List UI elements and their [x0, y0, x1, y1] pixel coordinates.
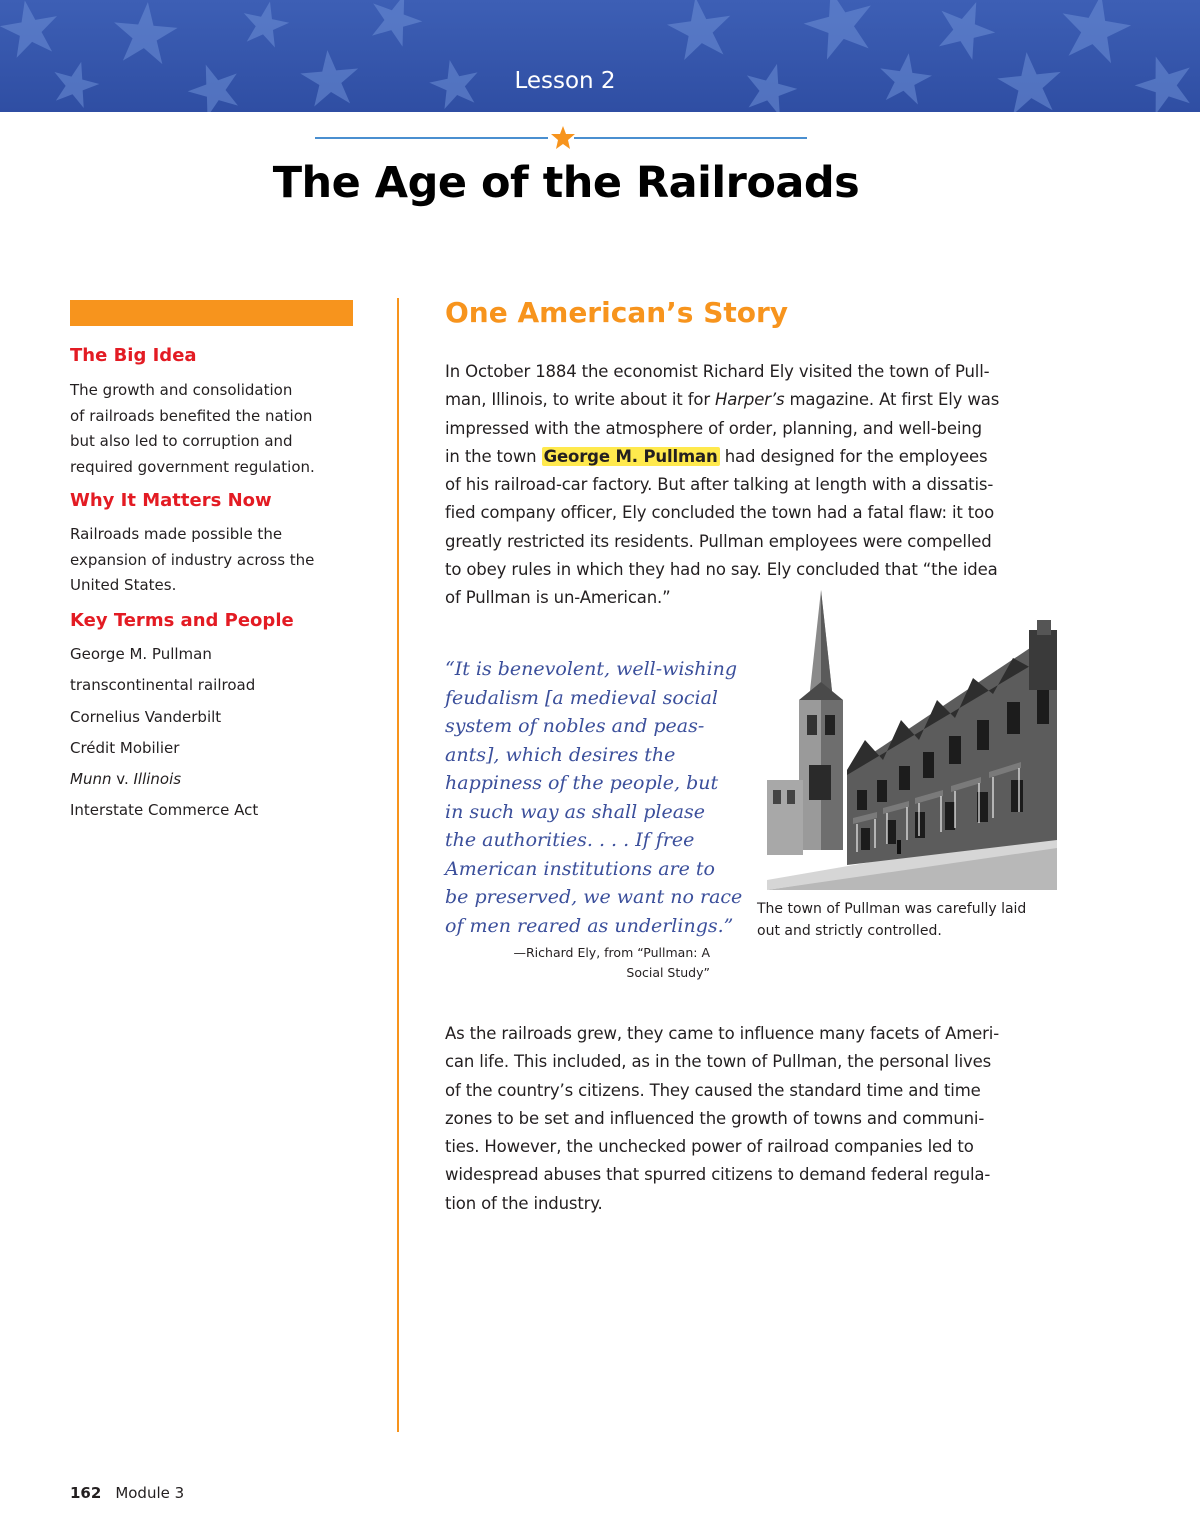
story-paragraph-2 — [445, 1020, 1055, 1218]
page-title: The Age of the Railroads — [272, 158, 860, 208]
caption-line: The town of Pullman was carefully laid — [757, 901, 1027, 917]
key-terms-list — [70, 642, 258, 830]
paragraph-line: ties. However, the unchecked power of railroad companies led to — [445, 1137, 974, 1157]
paragraph-line: to obey rules in which they had no say. Ely concluded that “the idea — [445, 560, 998, 580]
star-icon — [550, 125, 576, 151]
quote-line: ants], which desires the — [445, 743, 676, 766]
story-paragraph-1 — [445, 358, 1055, 613]
sidebar-accent-bar — [70, 300, 353, 326]
why-line: expansion of industry across the — [70, 550, 315, 569]
why-it-matters-text — [70, 522, 360, 599]
big-idea-line: required government regulation. — [70, 457, 315, 476]
key-term: Cornelius Vanderbilt — [70, 707, 222, 726]
text-run: in the town — [445, 446, 542, 466]
caption-line: out and strictly controlled. — [757, 923, 942, 939]
header-banner — [0, 0, 1200, 112]
paragraph-line: In October 1884 the economist Richard Ely visited the town of Pull- — [445, 362, 990, 381]
paragraph-line: fied company officer, Ely concluded the town had a fatal flaw: it too — [445, 503, 995, 523]
module-label: Module 3 — [115, 1484, 185, 1502]
big-idea-line: but also led to corruption and — [70, 432, 293, 450]
big-idea-line: of railroads benefited the nation — [70, 406, 313, 425]
key-term-highlight[interactable]: George M. Pullman — [543, 446, 718, 466]
big-idea-line: The growth and consolidation — [70, 381, 293, 399]
paragraph-line: widespread abuses that spurred citizens to demand federal regula- — [445, 1165, 991, 1185]
paragraph-line — [445, 443, 1055, 471]
title-rule-left — [315, 137, 548, 139]
title-rule-right — [574, 137, 807, 139]
why-it-matters-heading: Why It Matters Now — [70, 490, 272, 511]
big-idea-text — [70, 378, 360, 480]
quote-line: feudalism [a medieval social — [445, 686, 718, 709]
magazine-name: Harper’s — [715, 390, 785, 410]
quote-line: of men reared as underlings.” — [445, 914, 734, 937]
text-run: had designed for the employees — [719, 446, 988, 466]
photo-caption — [757, 898, 1057, 942]
paragraph-line: tion of the industry. — [445, 1193, 603, 1213]
quote-line: American institutions are to — [445, 857, 715, 880]
quote-line: be preserved, we want no race — [445, 886, 743, 908]
key-term-munn — [70, 767, 258, 798]
paragraph-line: of the country’s citizens. They caused the standard time and time — [445, 1080, 981, 1100]
page-number: 162 — [70, 1484, 102, 1502]
paragraph-line: of Pullman is un-American.” — [445, 588, 671, 608]
paragraph-line: zones to be set and influenced the growth of towns and communi- — [445, 1108, 985, 1128]
text-run: magazine. At first Ely was — [784, 390, 1000, 410]
munn-state-name: Illinois — [133, 770, 182, 789]
quote-line: the authorities. . . . If free — [445, 829, 695, 851]
key-term: Interstate Commerce Act — [70, 801, 259, 820]
paragraph-line: greatly restricted its residents. Pullman employees were compelled — [445, 531, 992, 551]
why-line: Railroads made possible the — [70, 525, 283, 543]
page-footer — [70, 1484, 184, 1502]
ely-quote — [445, 655, 755, 940]
quote-line: system of nobles and peas- — [445, 715, 705, 737]
why-line: United States. — [70, 576, 177, 594]
quote-line: “It is benevolent, well-wishing — [445, 658, 737, 680]
key-term: George M. Pullman — [70, 645, 212, 663]
paragraph-line — [445, 386, 1055, 414]
text-run: man, Illinois, to write about it for — [445, 390, 716, 410]
stars-pattern-icon — [0, 0, 1200, 112]
attribution-line: —Richard Ely, from “Pullman: A — [513, 945, 710, 960]
key-term: transcontinental railroad — [70, 676, 256, 695]
big-idea-heading: The Big Idea — [70, 345, 197, 366]
quote-line: happiness of the people, but — [445, 772, 719, 794]
munn-case-name: Munn — [70, 770, 112, 789]
munn-v: v. — [111, 770, 134, 789]
paragraph-line: As the railroads grew, they came to influence many facets of Ameri- — [445, 1024, 1000, 1043]
story-heading: One American’s Story — [445, 296, 789, 329]
paragraph-line: of his railroad-car factory. But after talking at length with a dissatis- — [445, 475, 994, 495]
attribution-line: Social Study” — [626, 965, 710, 980]
lesson-label: Lesson 2 — [514, 68, 616, 94]
paragraph-line: impressed with the atmosphere of order, planning, and well-being — [445, 418, 982, 438]
key-term: Crédit Mobilier — [70, 738, 180, 757]
key-terms-heading: Key Terms and People — [70, 610, 294, 631]
quote-attribution — [470, 943, 710, 983]
paragraph-line: can life. This included, as in the town of Pullman, the personal lives — [445, 1052, 992, 1072]
column-divider — [397, 298, 399, 1432]
quote-line: in such way as shall please — [445, 800, 706, 823]
pullman-town-photo — [757, 590, 1057, 890]
